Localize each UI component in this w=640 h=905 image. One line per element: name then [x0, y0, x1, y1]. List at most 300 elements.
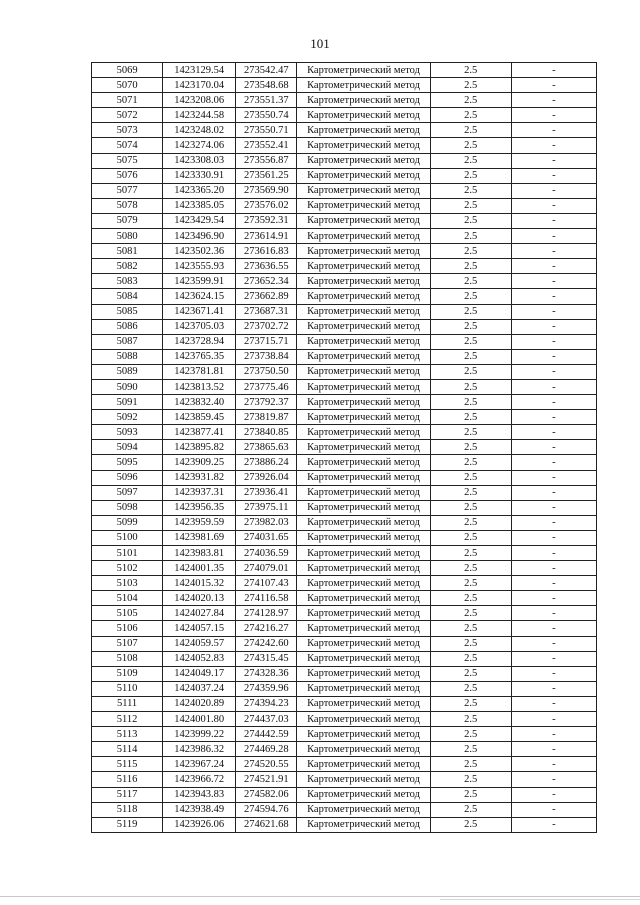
point-number-cell: 5105 [92, 606, 163, 621]
method-cell: Картометрический метод [297, 289, 430, 304]
accuracy-cell: 2.5 [430, 440, 511, 455]
x-coordinate-cell: 1424037.24 [163, 681, 236, 696]
accuracy-cell: 2.5 [430, 455, 511, 470]
accuracy-cell: 2.5 [430, 802, 511, 817]
y-coordinate-cell: 274036.59 [236, 546, 297, 561]
method-cell: Картометрический метод [297, 561, 430, 576]
x-coordinate-cell: 1423832.40 [163, 395, 236, 410]
method-cell: Картометрический метод [297, 183, 430, 198]
description-cell: - [511, 696, 596, 711]
table-row [92, 681, 597, 696]
point-number-cell: 5114 [92, 742, 163, 757]
point-number-cell: 5075 [92, 153, 163, 168]
x-coordinate-cell: 1423981.69 [163, 530, 236, 545]
table-row [92, 410, 597, 425]
x-coordinate-cell: 1423624.15 [163, 289, 236, 304]
x-coordinate-cell: 1423926.06 [163, 817, 236, 832]
description-cell: - [511, 425, 596, 440]
table-row [92, 742, 597, 757]
y-coordinate-cell: 273687.31 [236, 304, 297, 319]
y-coordinate-cell: 273569.90 [236, 183, 297, 198]
table-row [92, 244, 597, 259]
accuracy-cell: 2.5 [430, 485, 511, 500]
x-coordinate-cell: 1423496.90 [163, 229, 236, 244]
y-coordinate-cell: 273662.89 [236, 289, 297, 304]
description-cell: - [511, 757, 596, 772]
table-row [92, 787, 597, 802]
point-number-cell: 5090 [92, 379, 163, 394]
x-coordinate-cell: 1424001.35 [163, 561, 236, 576]
point-number-cell: 5098 [92, 500, 163, 515]
description-cell: - [511, 229, 596, 244]
point-number-cell: 5099 [92, 515, 163, 530]
method-cell: Картометрический метод [297, 546, 430, 561]
method-cell: Картометрический метод [297, 395, 430, 410]
point-number-cell: 5076 [92, 168, 163, 183]
table-row [92, 470, 597, 485]
x-coordinate-cell: 1423208.06 [163, 93, 236, 108]
y-coordinate-cell: 273576.02 [236, 198, 297, 213]
method-cell: Картометрический метод [297, 787, 430, 802]
x-coordinate-cell: 1423599.91 [163, 274, 236, 289]
accuracy-cell: 2.5 [430, 379, 511, 394]
table-row [92, 379, 597, 394]
y-coordinate-cell: 274107.43 [236, 576, 297, 591]
point-number-cell: 5082 [92, 259, 163, 274]
table-row [92, 485, 597, 500]
point-number-cell: 5081 [92, 244, 163, 259]
table-row [92, 696, 597, 711]
method-cell: Картометрический метод [297, 470, 430, 485]
description-cell: - [511, 787, 596, 802]
method-cell: Картометрический метод [297, 455, 430, 470]
table-row [92, 817, 597, 832]
table-row [92, 395, 597, 410]
point-number-cell: 5112 [92, 712, 163, 727]
accuracy-cell: 2.5 [430, 364, 511, 379]
x-coordinate-cell: 1423983.81 [163, 546, 236, 561]
method-cell: Картометрический метод [297, 712, 430, 727]
method-cell: Картометрический метод [297, 334, 430, 349]
accuracy-cell: 2.5 [430, 213, 511, 228]
accuracy-cell: 2.5 [430, 319, 511, 334]
x-coordinate-cell: 1423502.36 [163, 244, 236, 259]
description-cell: - [511, 274, 596, 289]
method-cell: Картометрический метод [297, 229, 430, 244]
description-cell: - [511, 304, 596, 319]
x-coordinate-cell: 1423909.25 [163, 455, 236, 470]
accuracy-cell: 2.5 [430, 395, 511, 410]
description-cell: - [511, 289, 596, 304]
method-cell: Картометрический метод [297, 244, 430, 259]
method-cell: Картометрический метод [297, 319, 430, 334]
x-coordinate-cell: 1423959.59 [163, 515, 236, 530]
y-coordinate-cell: 274216.27 [236, 621, 297, 636]
point-number-cell: 5091 [92, 395, 163, 410]
y-coordinate-cell: 274328.36 [236, 666, 297, 681]
method-cell: Картометрический метод [297, 440, 430, 455]
point-number-cell: 5115 [92, 757, 163, 772]
accuracy-cell: 2.5 [430, 123, 511, 138]
point-number-cell: 5106 [92, 621, 163, 636]
method-cell: Картометрический метод [297, 742, 430, 757]
scan-bottom-edge-right [440, 899, 640, 900]
description-cell: - [511, 198, 596, 213]
table-row [92, 108, 597, 123]
x-coordinate-cell: 1423986.32 [163, 742, 236, 757]
table-row [92, 425, 597, 440]
y-coordinate-cell: 273975.11 [236, 500, 297, 515]
description-cell: - [511, 440, 596, 455]
x-coordinate-cell: 1424057.15 [163, 621, 236, 636]
description-cell: - [511, 244, 596, 259]
y-coordinate-cell: 273715.71 [236, 334, 297, 349]
x-coordinate-cell: 1423999.22 [163, 727, 236, 742]
description-cell: - [511, 108, 596, 123]
method-cell: Картометрический метод [297, 515, 430, 530]
accuracy-cell: 2.5 [430, 259, 511, 274]
description-cell: - [511, 606, 596, 621]
method-cell: Картометрический метод [297, 500, 430, 515]
accuracy-cell: 2.5 [430, 198, 511, 213]
description-cell: - [511, 530, 596, 545]
table-row [92, 515, 597, 530]
accuracy-cell: 2.5 [430, 168, 511, 183]
accuracy-cell: 2.5 [430, 500, 511, 515]
method-cell: Картометрический метод [297, 123, 430, 138]
description-cell: - [511, 319, 596, 334]
table-row [92, 757, 597, 772]
point-number-cell: 5117 [92, 787, 163, 802]
y-coordinate-cell: 274394.23 [236, 696, 297, 711]
description-cell: - [511, 349, 596, 364]
x-coordinate-cell: 1424059.57 [163, 636, 236, 651]
y-coordinate-cell: 274594.76 [236, 802, 297, 817]
table-row [92, 319, 597, 334]
method-cell: Картометрический метод [297, 153, 430, 168]
description-cell: - [511, 168, 596, 183]
x-coordinate-cell: 1424001.80 [163, 712, 236, 727]
x-coordinate-cell: 1423385.05 [163, 198, 236, 213]
y-coordinate-cell: 274079.01 [236, 561, 297, 576]
x-coordinate-cell: 1423938.49 [163, 802, 236, 817]
accuracy-cell: 2.5 [430, 712, 511, 727]
table-row [92, 334, 597, 349]
accuracy-cell: 2.5 [430, 606, 511, 621]
accuracy-cell: 2.5 [430, 757, 511, 772]
description-cell: - [511, 379, 596, 394]
accuracy-cell: 2.5 [430, 591, 511, 606]
y-coordinate-cell: 273550.71 [236, 123, 297, 138]
method-cell: Картометрический метод [297, 168, 430, 183]
y-coordinate-cell: 274520.55 [236, 757, 297, 772]
point-number-cell: 5073 [92, 123, 163, 138]
accuracy-cell: 2.5 [430, 274, 511, 289]
accuracy-cell: 2.5 [430, 470, 511, 485]
scan-bottom-edge [0, 896, 640, 897]
table-row [92, 229, 597, 244]
x-coordinate-cell: 1423859.45 [163, 410, 236, 425]
y-coordinate-cell: 273792.37 [236, 395, 297, 410]
method-cell: Картометрический метод [297, 576, 430, 591]
table-row [92, 606, 597, 621]
description-cell: - [511, 470, 596, 485]
description-cell: - [511, 666, 596, 681]
x-coordinate-cell: 1424027.84 [163, 606, 236, 621]
table-row [92, 349, 597, 364]
y-coordinate-cell: 273886.24 [236, 455, 297, 470]
x-coordinate-cell: 1423248.02 [163, 123, 236, 138]
method-cell: Картометрический метод [297, 591, 430, 606]
point-number-cell: 5083 [92, 274, 163, 289]
method-cell: Картометрический метод [297, 802, 430, 817]
table-row [92, 93, 597, 108]
point-number-cell: 5085 [92, 304, 163, 319]
table-row [92, 63, 597, 78]
point-number-cell: 5109 [92, 666, 163, 681]
point-number-cell: 5095 [92, 455, 163, 470]
x-coordinate-cell: 1423365.20 [163, 183, 236, 198]
method-cell: Картометрический метод [297, 274, 430, 289]
description-cell: - [511, 742, 596, 757]
description-cell: - [511, 802, 596, 817]
accuracy-cell: 2.5 [430, 138, 511, 153]
method-cell: Картометрический метод [297, 681, 430, 696]
method-cell: Картометрический метод [297, 636, 430, 651]
table-row [92, 666, 597, 681]
accuracy-cell: 2.5 [430, 78, 511, 93]
point-number-cell: 5088 [92, 349, 163, 364]
method-cell: Картометрический метод [297, 304, 430, 319]
description-cell: - [511, 455, 596, 470]
description-cell: - [511, 123, 596, 138]
x-coordinate-cell: 1423129.54 [163, 63, 236, 78]
table-row [92, 561, 597, 576]
method-cell: Картометрический метод [297, 63, 430, 78]
y-coordinate-cell: 273548.68 [236, 78, 297, 93]
x-coordinate-cell: 1423877.41 [163, 425, 236, 440]
point-number-cell: 5071 [92, 93, 163, 108]
accuracy-cell: 2.5 [430, 787, 511, 802]
x-coordinate-cell: 1424015.32 [163, 576, 236, 591]
accuracy-cell: 2.5 [430, 425, 511, 440]
method-cell: Картометрический метод [297, 364, 430, 379]
accuracy-cell: 2.5 [430, 289, 511, 304]
method-cell: Картометрический метод [297, 78, 430, 93]
y-coordinate-cell: 273652.34 [236, 274, 297, 289]
table-row [92, 500, 597, 515]
point-number-cell: 5094 [92, 440, 163, 455]
method-cell: Картометрический метод [297, 696, 430, 711]
table-row [92, 621, 597, 636]
y-coordinate-cell: 274116.58 [236, 591, 297, 606]
table-row [92, 591, 597, 606]
point-number-cell: 5118 [92, 802, 163, 817]
table-row [92, 455, 597, 470]
y-coordinate-cell: 273551.37 [236, 93, 297, 108]
point-number-cell: 5089 [92, 364, 163, 379]
point-number-cell: 5079 [92, 213, 163, 228]
accuracy-cell: 2.5 [430, 636, 511, 651]
point-number-cell: 5086 [92, 319, 163, 334]
description-cell: - [511, 153, 596, 168]
point-number-cell: 5092 [92, 410, 163, 425]
description-cell: - [511, 772, 596, 787]
description-cell: - [511, 364, 596, 379]
point-number-cell: 5074 [92, 138, 163, 153]
description-cell: - [511, 63, 596, 78]
y-coordinate-cell: 273550.74 [236, 108, 297, 123]
accuracy-cell: 2.5 [430, 621, 511, 636]
table-row [92, 213, 597, 228]
y-coordinate-cell: 273614.91 [236, 229, 297, 244]
y-coordinate-cell: 274031.65 [236, 530, 297, 545]
x-coordinate-cell: 1423728.94 [163, 334, 236, 349]
y-coordinate-cell: 273982.03 [236, 515, 297, 530]
y-coordinate-cell: 273636.55 [236, 259, 297, 274]
description-cell: - [511, 213, 596, 228]
point-number-cell: 5107 [92, 636, 163, 651]
table-row [92, 123, 597, 138]
x-coordinate-cell: 1423967.24 [163, 757, 236, 772]
coordinates-table-body [92, 63, 597, 833]
y-coordinate-cell: 273542.47 [236, 63, 297, 78]
description-cell: - [511, 561, 596, 576]
accuracy-cell: 2.5 [430, 304, 511, 319]
accuracy-cell: 2.5 [430, 576, 511, 591]
x-coordinate-cell: 1423429.54 [163, 213, 236, 228]
method-cell: Картометрический метод [297, 772, 430, 787]
x-coordinate-cell: 1423937.31 [163, 485, 236, 500]
method-cell: Картометрический метод [297, 727, 430, 742]
accuracy-cell: 2.5 [430, 349, 511, 364]
method-cell: Картометрический метод [297, 621, 430, 636]
description-cell: - [511, 727, 596, 742]
accuracy-cell: 2.5 [430, 561, 511, 576]
y-coordinate-cell: 274437.03 [236, 712, 297, 727]
y-coordinate-cell: 273702.72 [236, 319, 297, 334]
table-row [92, 274, 597, 289]
x-coordinate-cell: 1423274.06 [163, 138, 236, 153]
point-number-cell: 5097 [92, 485, 163, 500]
method-cell: Картометрический метод [297, 485, 430, 500]
method-cell: Картометрический метод [297, 213, 430, 228]
point-number-cell: 5108 [92, 651, 163, 666]
accuracy-cell: 2.5 [430, 63, 511, 78]
description-cell: - [511, 93, 596, 108]
table-row [92, 183, 597, 198]
point-number-cell: 5103 [92, 576, 163, 591]
x-coordinate-cell: 1423931.82 [163, 470, 236, 485]
table-row [92, 651, 597, 666]
point-number-cell: 5101 [92, 546, 163, 561]
accuracy-cell: 2.5 [430, 530, 511, 545]
table-row [92, 712, 597, 727]
x-coordinate-cell: 1423244.58 [163, 108, 236, 123]
x-coordinate-cell: 1423895.82 [163, 440, 236, 455]
x-coordinate-cell: 1424020.13 [163, 591, 236, 606]
table-row [92, 576, 597, 591]
description-cell: - [511, 395, 596, 410]
accuracy-cell: 2.5 [430, 108, 511, 123]
description-cell: - [511, 500, 596, 515]
point-number-cell: 5116 [92, 772, 163, 787]
y-coordinate-cell: 273840.85 [236, 425, 297, 440]
accuracy-cell: 2.5 [430, 817, 511, 832]
method-cell: Картометрический метод [297, 93, 430, 108]
y-coordinate-cell: 273819.87 [236, 410, 297, 425]
y-coordinate-cell: 274521.91 [236, 772, 297, 787]
y-coordinate-cell: 273750.50 [236, 364, 297, 379]
accuracy-cell: 2.5 [430, 546, 511, 561]
y-coordinate-cell: 273936.41 [236, 485, 297, 500]
y-coordinate-cell: 274359.96 [236, 681, 297, 696]
point-number-cell: 5096 [92, 470, 163, 485]
table-row [92, 440, 597, 455]
coordinates-table [91, 62, 597, 833]
method-cell: Картометрический метод [297, 198, 430, 213]
accuracy-cell: 2.5 [430, 742, 511, 757]
y-coordinate-cell: 274442.59 [236, 727, 297, 742]
accuracy-cell: 2.5 [430, 334, 511, 349]
method-cell: Картометрический метод [297, 425, 430, 440]
y-coordinate-cell: 274469.28 [236, 742, 297, 757]
y-coordinate-cell: 274315.45 [236, 651, 297, 666]
x-coordinate-cell: 1423555.93 [163, 259, 236, 274]
description-cell: - [511, 817, 596, 832]
y-coordinate-cell: 274582.06 [236, 787, 297, 802]
table-row [92, 772, 597, 787]
method-cell: Картометрический метод [297, 606, 430, 621]
point-number-cell: 5070 [92, 78, 163, 93]
table-row [92, 727, 597, 742]
point-number-cell: 5110 [92, 681, 163, 696]
accuracy-cell: 2.5 [430, 696, 511, 711]
description-cell: - [511, 259, 596, 274]
method-cell: Картометрический метод [297, 651, 430, 666]
y-coordinate-cell: 274621.68 [236, 817, 297, 832]
y-coordinate-cell: 273616.83 [236, 244, 297, 259]
method-cell: Картометрический метод [297, 410, 430, 425]
x-coordinate-cell: 1423956.35 [163, 500, 236, 515]
table-row [92, 168, 597, 183]
table-row [92, 304, 597, 319]
y-coordinate-cell: 273738.84 [236, 349, 297, 364]
description-cell: - [511, 591, 596, 606]
x-coordinate-cell: 1423765.35 [163, 349, 236, 364]
table-row [92, 546, 597, 561]
description-cell: - [511, 576, 596, 591]
accuracy-cell: 2.5 [430, 772, 511, 787]
table-row [92, 138, 597, 153]
table-row [92, 78, 597, 93]
point-number-cell: 5093 [92, 425, 163, 440]
accuracy-cell: 2.5 [430, 727, 511, 742]
table-row [92, 636, 597, 651]
method-cell: Картометрический метод [297, 138, 430, 153]
point-number-cell: 5077 [92, 183, 163, 198]
point-number-cell: 5113 [92, 727, 163, 742]
description-cell: - [511, 712, 596, 727]
point-number-cell: 5078 [92, 198, 163, 213]
y-coordinate-cell: 273865.63 [236, 440, 297, 455]
method-cell: Картометрический метод [297, 757, 430, 772]
method-cell: Картометрический метод [297, 530, 430, 545]
description-cell: - [511, 183, 596, 198]
x-coordinate-cell: 1423671.41 [163, 304, 236, 319]
point-number-cell: 5104 [92, 591, 163, 606]
point-number-cell: 5072 [92, 108, 163, 123]
